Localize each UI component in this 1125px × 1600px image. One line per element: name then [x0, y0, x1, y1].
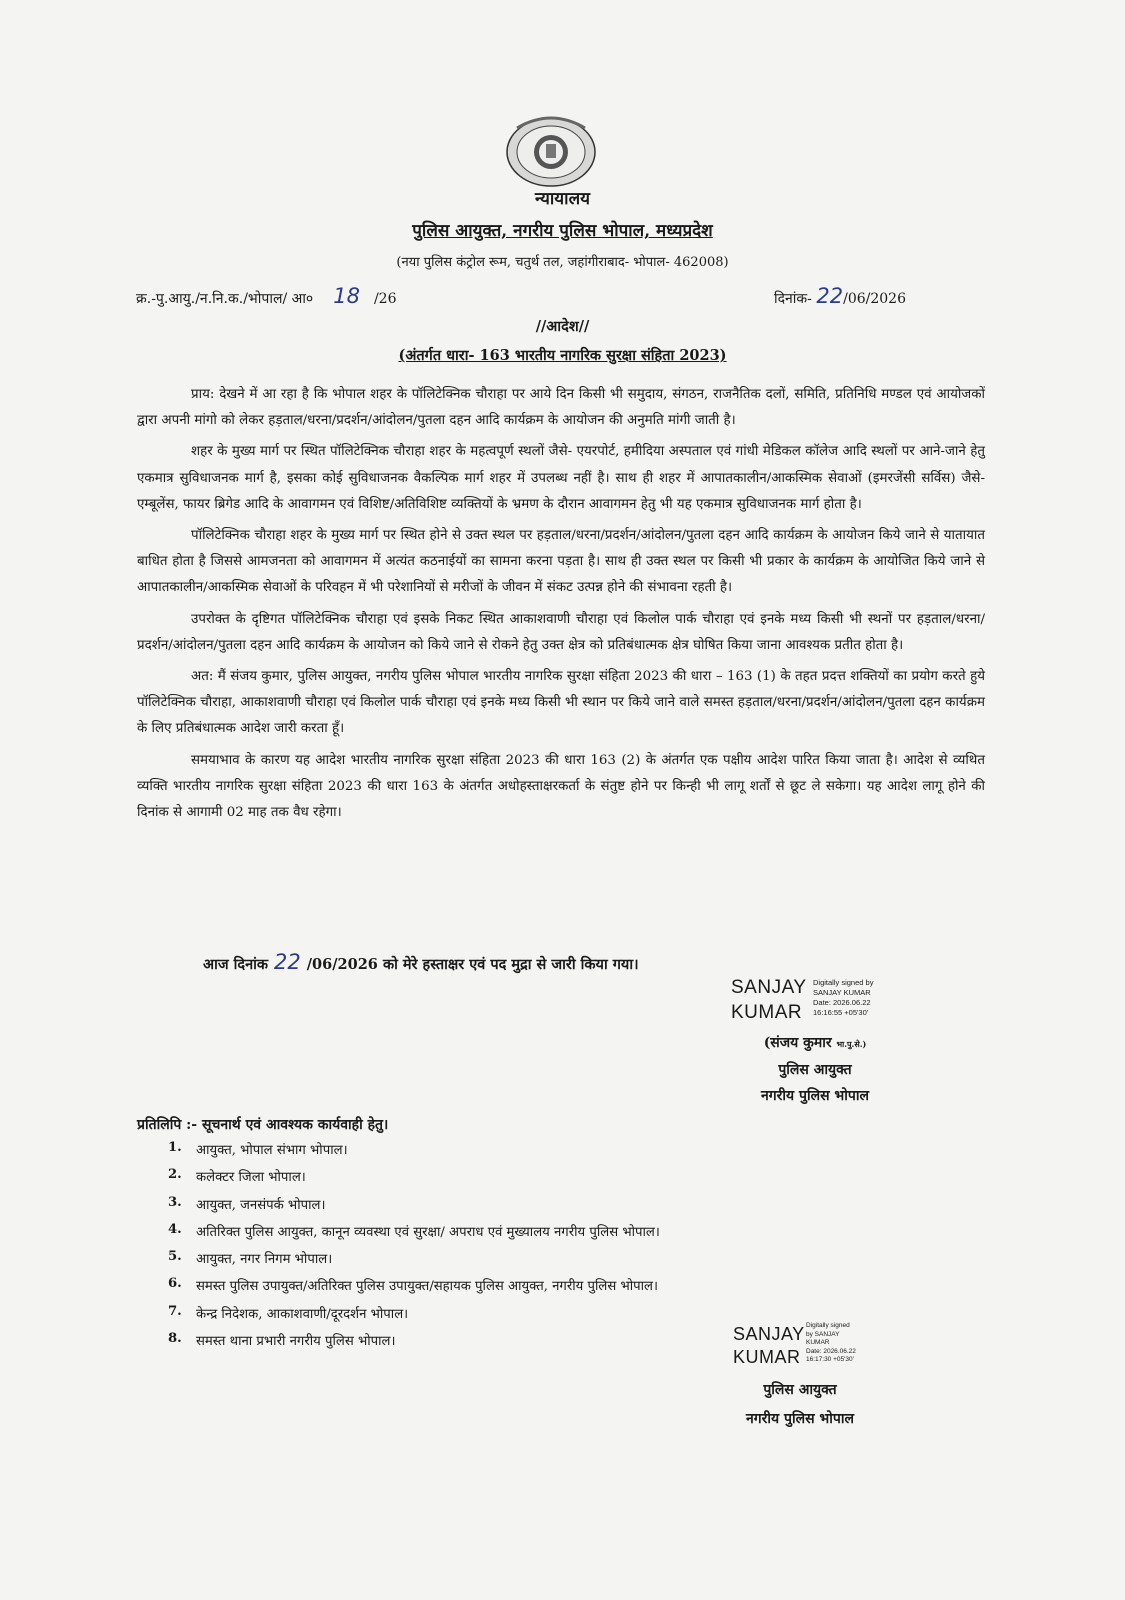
meta-line: by SANJAY: [806, 1330, 840, 1338]
date-suffix: /06/2026: [843, 291, 906, 307]
signatory-designation: पुलिस आयुक्त: [778, 1062, 852, 1078]
signatory-office: नगरीय पुलिस भोपाल: [761, 1088, 869, 1104]
item-number: 7.: [168, 1303, 182, 1319]
item-number: 1.: [168, 1140, 182, 1155]
digital-signature-2: [733, 1322, 883, 1380]
item-number: 3.: [168, 1194, 182, 1210]
order-subheading: (अंतर्गत धारा- 163 भारतीय नागरिक सुरक्षा संहिता 2023): [398, 347, 727, 364]
meta-line: Date: 2026.06.22: [806, 1347, 856, 1355]
issued-suffix: /06/2026 को मेरे हस्ताक्षर एवं पद मुद्रा से जारी किया गया।: [306, 956, 639, 973]
office-title: पुलिस आयुक्त, नगरीय पुलिस भोपाल, मध्यप्रदेश: [412, 221, 713, 241]
signature-meta: [806, 1322, 856, 1365]
list-item: [168, 1249, 868, 1276]
item-text: आयुक्त, जनसंपर्क भोपाल।: [196, 1197, 326, 1213]
item-number: 4.: [168, 1221, 182, 1237]
paragraph: पॉलिटेक्निक चौराहा शहर के मुख्य मार्ग पर स्थित होने से उक्त स्थल पर हड़ताल/धरना/प्रदर्शन/आंदोलन/पुतला दहन आदि कार्यक्रम के आयोजन किये जाने से यातायात बाधित होता है जिससे आमजनता को आवागमन में अत्यंत कठनाईयों का सामना करना पड़ता है। साथ ही उक्त स्थल पर किसी भी प्रकार के कार्यक्रम के आयोजित किये जाने से आपातकालीन/आकस्मिक सेवाओं के परिवहन में भी परेशानियों से मरीजों के जीवन में संकट उत्पन्न होने की संभावना रहती है।: [137, 528, 985, 596]
reference-suffix: /26: [373, 291, 397, 307]
item-number: 5.: [168, 1249, 182, 1265]
signatory-name: [700, 1030, 930, 1057]
signer-name-line1: SANJAY: [733, 1324, 805, 1344]
paragraph: समयाभाव के कारण यह आदेश भारतीय नागरिक सुरक्षा संहिता 2023 की धारा 163 (2) के अंतर्गत एक पक्षीय आदेश पारित किया जाता है। आदेश से व्यथित व्यक्ति भारतीय नागरिक सुरक्षा संहिता 2023 की धारा 163 के अंतर्गत अधोहस्ताक्षरकर्ता के संतुष्ट होने पर किन्ही भी लागू शर्तों से छूट ले सकेगा। यह आदेश लागू होने की दिनांक से आगामी 02 माह तक वैध रहेगा।: [137, 752, 985, 821]
copy-heading: प्रतिलिपि :- सूचनार्थ एवं आवश्यक कार्यवाही हेतु।: [137, 1117, 389, 1133]
court-title: न्यायालय: [535, 189, 590, 209]
reference-line: [136, 284, 906, 308]
item-text: आयुक्त, भोपाल संभाग भोपाल।: [196, 1143, 348, 1158]
item-text: समस्त थाना प्रभारी नगरीय पुलिस भोपाल।: [196, 1334, 396, 1350]
signatory-office: नगरीय पुलिस भोपाल: [746, 1411, 854, 1427]
signatory-block-2: [705, 1376, 895, 1434]
item-text: कलेक्टर जिला भोपाल।: [196, 1170, 306, 1186]
meta-line: 16:16:55 +05'30': [813, 1008, 869, 1017]
meta-line: SANJAY KUMAR: [813, 988, 871, 997]
meta-line: Digitally signed by: [813, 978, 874, 987]
issued-prefix: आज दिनांक: [203, 956, 269, 973]
meta-line: KUMAR: [806, 1339, 830, 1346]
list-item: [168, 1167, 868, 1194]
list-item: [168, 1222, 868, 1249]
paragraph: अत: मैं संजय कुमार, पुलिस आयुक्त, नगरीय पुलिस भोपाल भारतीय नागरिक सुरक्षा संहिता 2023 की धारा – 163 (1) के तहत प्रदत्त शक्तियों का प्रयोग करते हुये पॉलिटेक्निक चौराहा, आकाशवाणी चौराहा एवं किलोल पार्क चौराहा एवं इनके मध्य किसी भी स्थान पर किये जाने वाले समस्त हड़ताल/धरना/प्रदर्शन/आंदोलन/पुतला दहन कार्यक्रम के लिए प्रतिबंधात्मक आदेश जारी करता हूँ।: [137, 669, 985, 737]
issued-date-handwritten: 22: [274, 950, 301, 974]
office-address: (नया पुलिस कंट्रोल रूम, चतुर्थ तल, जहांगीराबाद- भोपाल- 462008): [396, 255, 729, 270]
list-item: [168, 1195, 868, 1222]
digital-signature-1: [731, 976, 921, 1036]
list-item: [168, 1140, 868, 1167]
item-number: 2.: [168, 1167, 182, 1183]
reference-prefix: क्र.-पु.आयु./न.नि.क./भोपाल/ आ०: [136, 291, 314, 307]
signature-meta: [813, 978, 873, 1018]
paragraph: उपरोक्त के दृष्टिगत पॉलिटेक्निक चौराहा एवं इसके निकट स्थित आकाशवाणी चौराहा एवं किलोल पार्क चौराहा एवं इनके मध्य किसी भी स्थनों पर हड़ताल/धरना/प्रदर्शन/आंदोलन/पुतला दहन आदि कार्यक्रम के आयोजन को किये जाने से रोकने हेतु उक्त क्षेत्र को प्रतिबंधात्मक क्षेत्र घोषित किया जाना आवश्यक प्रतीत होता है।: [137, 611, 985, 653]
date-handwritten: 22: [816, 284, 844, 308]
signatory-service: भा.पु.से.): [836, 1039, 867, 1049]
order-heading: //आदेश//: [535, 318, 590, 335]
meta-line: 16:17:30 +05'30': [806, 1356, 854, 1363]
signatory-hindi-name: (संजय कुमार: [763, 1035, 832, 1051]
reference-number-handwritten: 18: [333, 284, 360, 308]
item-text: आयुक्त, नगर निगम भोपाल।: [196, 1252, 333, 1268]
issued-statement: [203, 950, 639, 974]
item-number: 8.: [168, 1331, 182, 1347]
meta-line: Digitally signed: [806, 1322, 850, 1329]
paragraph: शहर के मुख्य मार्ग पर स्थित पॉलिटेक्निक चौराहा शहर के महत्वपूर्ण स्थलों जैसे- एयरपोर्ट, हमीदिया अस्पताल एवं गांधी मेडिकल कॉलेज आदि स्थलों पर आने-जाने हेतु एकमात्र सुविधाजनक मार्ग है, इसका कोई सुविधाजनक वैकल्पिक मार्ग शहर में उपलब्ध नहीं है। साथ ही शहर में आपातकालीन/आकस्मिक सेवाओं (इमरजेंसी सर्विस) जैसे- एम्बूलेंस, फायर ब्रिगेड आदि के आवागमन एवं विशिष्ट/अतिविशिष्ट व्यक्तियों के भ्रमण के दौरान आवागमन हेतु भी यह एकमात्र सुविधाजनक मार्ग होता है।: [137, 444, 985, 512]
item-number: 6.: [168, 1276, 182, 1292]
signer-name-line2: KUMAR: [733, 1347, 801, 1367]
meta-line: Date: 2026.06.22: [813, 998, 871, 1007]
signatory-designation: पुलिस आयुक्त: [763, 1382, 837, 1398]
signatory-block-1: [700, 1030, 930, 1109]
paragraph: प्राय: देखने में आ रहा है कि भोपाल शहर के पॉलिटेक्निक चौराहा पर आये दिन किसी भी समुदाय, संगठन, राजनैतिक दलों, समिति, प्रतिनिधि मण्डल एवं आयोजकों द्वारा अपनी मांगो को लेकर हड़ताल/धरना/प्रदर्शन/आंदोलन/पुतला दहन आदि कार्यक्रम के आयोजन की अनुमति मांगी जाती है।: [137, 387, 985, 429]
date-label: दिनांक-: [773, 291, 812, 307]
police-emblem-icon: [503, 110, 599, 190]
item-text: केन्द्र निदेशक, आकाशवाणी/दूरदर्शन भोपाल।: [196, 1306, 409, 1322]
signer-name-line1: SANJAY: [731, 977, 807, 998]
signer-name-line2: KUMAR: [731, 1002, 803, 1023]
order-body: [137, 382, 985, 831]
item-text: अतिरिक्त पुलिस आयुक्त, कानून व्यवस्था एवं सुरक्षा/ अपराध एवं मुख्यालय नगरीय पुलिस भोपाल।: [196, 1224, 660, 1240]
reference-date: [774, 284, 906, 308]
item-text: समस्त पुलिस उपायुक्त/अतिरिक्त पुलिस उपायुक्त/सहायक पुलिस आयुक्त, नगरीय पुलिस भोपाल।: [196, 1279, 658, 1295]
list-item: [168, 1276, 868, 1303]
